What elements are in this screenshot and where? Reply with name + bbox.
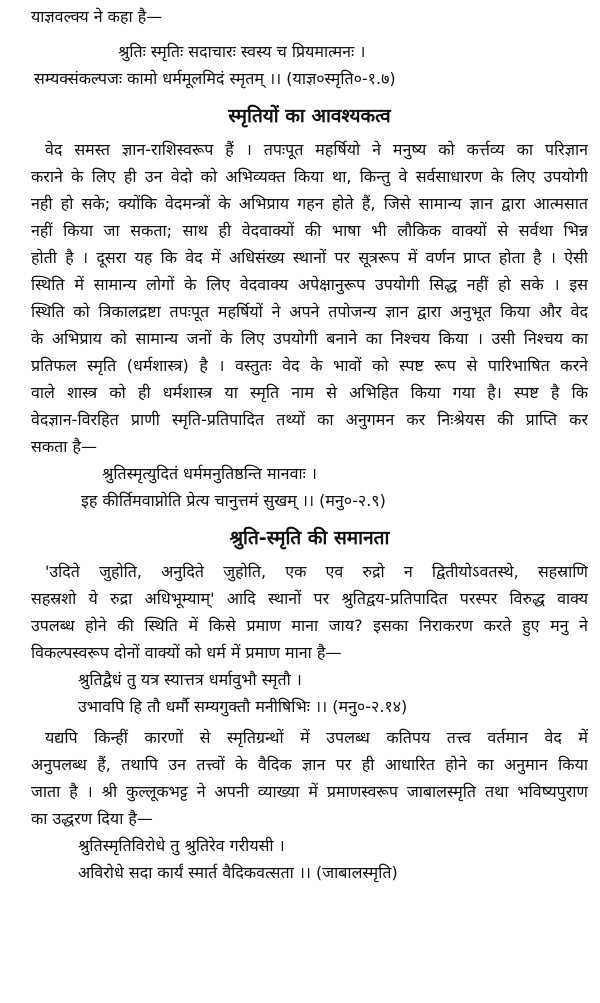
verse-line: उभावपि हि तौ धर्मौ सम्यगुक्तौ मनीषिभिः ।। (मनु०-२.१४) — [78, 697, 408, 716]
paragraph-line: जाता है । श्री कुल्लूकभट्ट ने अपनी व्याख्या में प्रमाणस्वरूप जाबालस्मृति तथा भविष्यपुराण — [31, 782, 588, 801]
paragraph-line: के अभिप्राय को सामान्य जनों के लिए उपयोगी बनाने का निश्चय किया । उसी निश्चय का — [31, 329, 588, 348]
paragraph-line: सहस्रशो ये रुद्रा अधिभूम्याम्' आदि स्थानों पर श्रुतिद्वय-प्रतिपादित परस्पर विरुद्ध वाक्य — [31, 589, 588, 608]
section-heading: श्रुति-स्मृति की समानता — [229, 527, 390, 549]
verse-line: श्रुतिस्मृत्युदितं धर्ममनुतिष्ठन्ति मानवाः । — [102, 464, 317, 483]
paragraph — [31, 558, 588, 666]
paragraph-line: अनुपलब्ध हैं, तथापि उन तत्त्वों के वैदिक ज्ञान पर ही आधारित होने का अनुमान किया — [31, 755, 588, 774]
paragraph-line: का उद्धरण दिया है— — [31, 809, 153, 828]
paragraph-line: कराने के लिए ही उन वेदो को अभिव्यक्त किया था, किन्तु वे सर्वसाधारण के लिए उपयोगी — [31, 167, 588, 186]
paragraph-line: नही हो सके; क्योंकि वेदमन्त्रों के अभिप्राय गहन होते हैं, जिसे सामान्य ज्ञान द्वारा आत्मसात — [31, 194, 588, 213]
paragraph-line: यद्यपि किन्हीं कारणों से स्मृतिग्रन्थों में उपलब्ध कतिपय तत्त्व वर्तमान वेद में — [45, 728, 588, 747]
paragraph-line: वाले शास्त्र को ही धर्मशास्त्र या स्मृति नाम से अभिहित किया गया है। स्पष्ट है कि — [31, 383, 588, 402]
verse-line: अविरोधे सदा कार्यं स्मार्त वैदिकवत्सता ।। (जाबालस्मृति) — [78, 863, 398, 882]
paragraph-line: वेदज्ञान-विरहित प्राणी स्मृति-प्रतिपादित तथ्यों का अनुगमन कर निःश्रेयस की प्राप्ति कर — [31, 410, 588, 429]
paragraph-line: होती है । दूसरा यह कि वेद में अधिसंख्य स्थानों पर सूत्ररूप में वर्णन प्राप्त होता है । ऐसी — [31, 248, 588, 267]
section-heading: स्मृतियों का आवश्यकत्व — [228, 105, 391, 127]
verse-line: श्रुतिद्वैधं तु यत्र स्यात्तत्र धर्मावुभौ स्मृतौ । — [78, 670, 302, 689]
paragraph — [31, 724, 588, 832]
paragraph-line: सकता है— — [31, 437, 97, 456]
paragraph-line: प्रतिफल स्मृति (धर्मशास्त्र) है । वस्तुतः वेद के भावों को स्पष्ट रूप से पारिभाषित करने — [31, 356, 588, 375]
paragraph-line: 'उदिते जुहोति, अनुदिते जुहोति, एक एव रुद्रो न द्वितीयोऽवतस्थे, सहस्राणि — [45, 562, 588, 581]
paragraph-line: विकल्पस्वरूप दोनों वाक्यों को धर्म में प्रमाण माना है— — [31, 643, 342, 662]
paragraph-line: उपलब्ध होने की स्थिति में किसे प्रमाण माना जाय? इसका निराकरण करते हुए मनु ने — [31, 616, 588, 635]
paragraph-line: स्थिति में सामान्य लोगों के लिए वेदवाक्य अपेक्षानुरूप उपयोगी सिद्ध नहीं हो सके । इस — [31, 275, 588, 294]
paragraph-line: वेद समस्त ज्ञान-राशिस्वरूप हैं । तपःपूत महर्षियो ने मनुष्य को कर्त्तव्य का परिज्ञान — [45, 140, 588, 159]
verse-line: इह कीर्तिमवाप्नोति प्रेत्य चानुत्तमं सुखम् ।। (मनु०-२.९) — [81, 491, 386, 510]
paragraph — [31, 136, 588, 460]
paragraph-line: स्थिति को त्रिकालद्रष्टा तपःपूत महर्षियों ने अपने तपोजन्य ज्ञान द्वारा अनुभूत किया और वेद — [31, 302, 588, 321]
verse-line: श्रुतिः स्मृतिः सदाचारः स्वस्य च प्रियमात्मनः । — [118, 42, 366, 61]
verse-line: सम्यक्संकल्पजः कामो धर्ममूलमिदं स्मृतम् ।। (याज्ञ०स्मृति०-१.७) — [34, 69, 396, 88]
verse-line: श्रुतिस्मृतिविरोधे तु श्रुतिरेव गरीयसी । — [78, 836, 285, 855]
intro-line: याज्ञवल्क्य ने कहा है— — [31, 7, 163, 26]
paragraph-line: नहीं किया जा सकता; साथ ही वेदवाक्यों की भाषा भी लौकिक वाक्यों से सर्वथा भिन्न — [31, 221, 588, 240]
